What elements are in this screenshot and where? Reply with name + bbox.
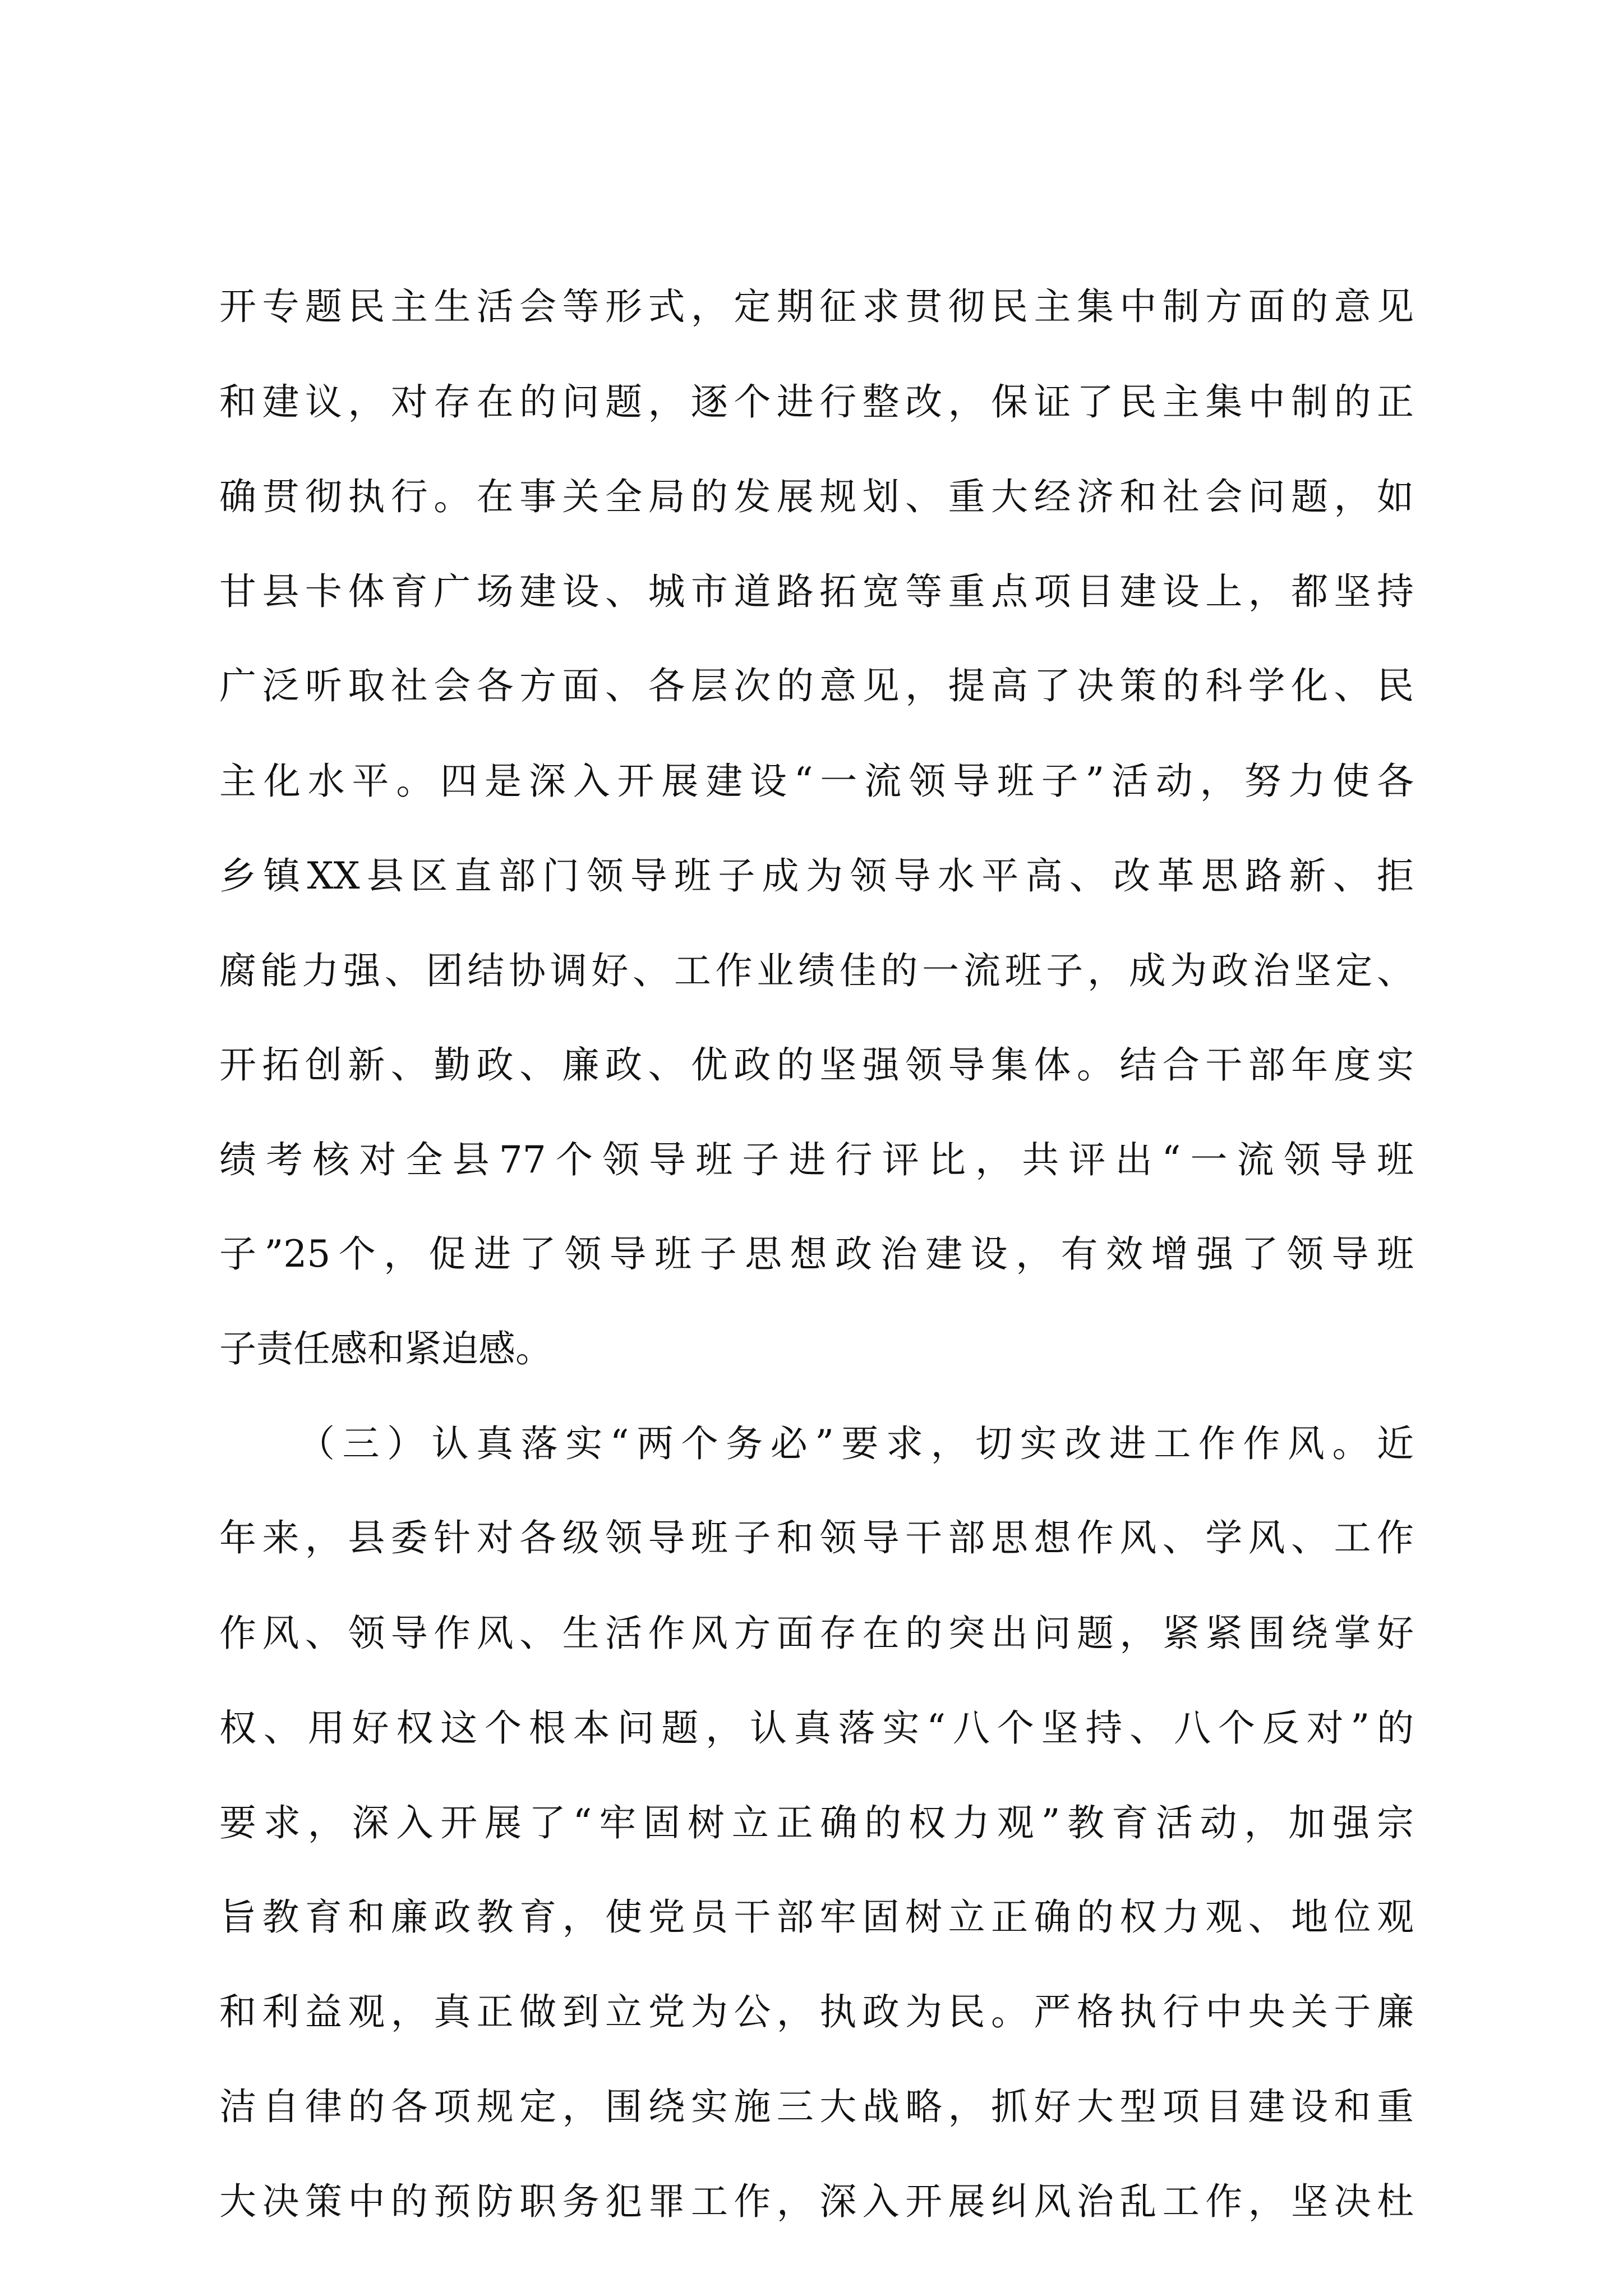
body-text-line: 腐能力强、团结协调好、工作业绩佳的一流班子，成为政治坚定、 — [219, 949, 1414, 992]
body-text-line: 子责任感和紧迫感。 — [219, 1327, 552, 1370]
body-text-line: 甘县卡体育广场建设、城市道路拓宽等重点项目建设上，都坚持 — [219, 570, 1414, 613]
body-text-line: 和利益观，真正做到立党为公，执政为民。严格执行中央关于廉 — [219, 1990, 1414, 2033]
body-text-line: 开专题民主生活会等形式，定期征求贯彻民主集中制方面的意见 — [219, 285, 1414, 328]
body-text-line: 主化水平。四是深入开展建设“一流领导班子”活动，努力使各 — [219, 760, 1414, 803]
body-text-line: 子”25个，促进了领导班子思想政治建设，有效增强了领导班 — [219, 1232, 1414, 1276]
body-text-line: 洁自律的各项规定，围绕实施三大战略，抓好大型项目建设和重 — [219, 2085, 1414, 2128]
body-text-line: 和建议，对存在的问题，逐个进行整改，保证了民主集中制的正 — [219, 380, 1414, 424]
body-text-line: 乡镇XX县区直部门领导班子成为领导水平高、改革思路新、拒 — [219, 854, 1414, 898]
paragraph-first-line: （三）认真落实“两个务必”要求，切实改进工作作风。近 — [298, 1422, 1414, 1465]
body-text-line: 大决策中的预防职务犯罪工作，深入开展纠风治乱工作，坚决杜 — [219, 2180, 1414, 2223]
body-text-line: 权、用好权这个根本问题，认真落实“八个坚持、八个反对”的 — [219, 1706, 1414, 1750]
body-text-line: 开拓创新、勤政、廉政、优政的坚强领导集体。结合干部年度实 — [219, 1043, 1414, 1087]
body-text-line: 绩考核对全县77个领导班子进行评比，共评出“一流领导班 — [219, 1138, 1414, 1181]
body-text-line: 广泛听取社会各方面、各层次的意见，提高了决策的科学化、民 — [219, 664, 1414, 707]
body-text-line: 年来，县委针对各级领导班子和领导干部思想作风、学风、工作 — [219, 1516, 1414, 1559]
body-text-line: 作风、领导作风、生活作风方面存在的突出问题，紧紧围绕掌好 — [219, 1612, 1414, 1655]
body-text-line: 要求，深入开展了“牢固树立正确的权力观”教育活动，加强宗 — [219, 1801, 1414, 1844]
body-text-line: 旨教育和廉政教育，使党员干部牢固树立正确的权力观、地位观 — [219, 1895, 1414, 1939]
body-text-line: 确贯彻执行。在事关全局的发展规划、重大经济和社会问题，如 — [219, 475, 1414, 518]
